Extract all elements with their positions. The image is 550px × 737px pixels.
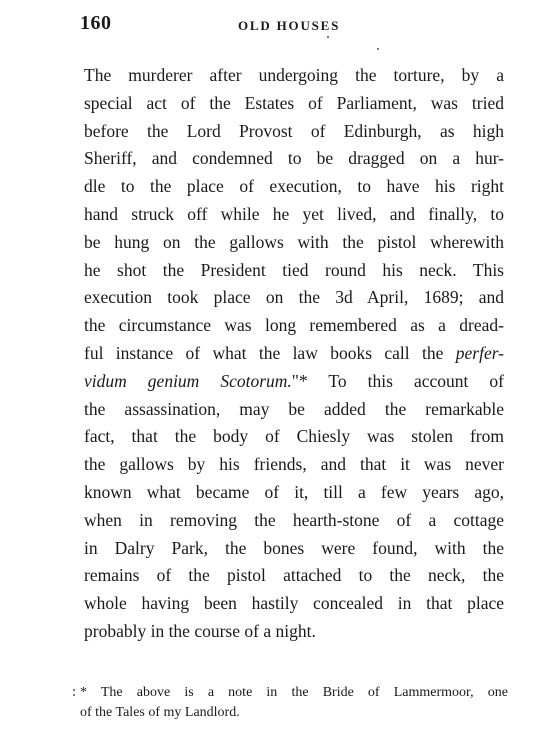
body-line: hand struck off while he yet lived, and finally, to: [84, 203, 504, 224]
body-line: when in removing the hearth-stone of a cottage: [84, 509, 504, 530]
body-line: dle to the place of execution, to have his right: [84, 176, 504, 197]
body-line: execution took place on the 3d April, 1689; and: [84, 287, 504, 308]
body-line: fact, that the body of Chiesly was stolen from: [84, 426, 504, 447]
print-speck: [73, 694, 75, 696]
print-speck: [73, 689, 75, 691]
body-line: [84, 368, 504, 396]
body-line-text: ful instance of what the law books call the: [84, 342, 456, 363]
latin-phrase-start: perfer-: [455, 342, 504, 363]
latin-phrase-end: vidum genium Scotorum.: [84, 370, 292, 391]
body-paragraph: [84, 62, 504, 646]
body-line: be hung on the gallows with the pistol wherewith: [84, 231, 504, 252]
body-line: the gallows by his friends, and that it was never: [84, 454, 504, 475]
body-line: probably in the course of a night.: [84, 620, 316, 641]
body-line: whole having been hastily concealed in that place: [84, 593, 504, 614]
body-line: Sheriff, and condemned to be dragged on a hur-: [84, 148, 504, 169]
print-speck: [327, 36, 329, 38]
running-head: OLD HOUSES: [238, 18, 341, 33]
footnote: [80, 683, 508, 723]
print-speck: [377, 48, 379, 50]
page-number: 160: [80, 12, 112, 34]
page-header: [78, 12, 508, 38]
body-line-text: "* To this account of: [291, 370, 504, 391]
body-line: remains of the pistol attached to the neck, the: [84, 565, 504, 586]
footnote-line: * The above is a note in the Bride of Lammermoor, one: [80, 685, 508, 700]
body-line: he shot the President tied round his neck. This: [84, 259, 504, 280]
body-line: the assassination, may be added the remarkable: [84, 398, 504, 419]
footnote-line: of the Tales of my Landlord.: [80, 705, 240, 720]
body-line: known what became of it, till a few years ago,: [84, 481, 504, 502]
body-line: special act of the Estates of Parliament, was tried: [84, 92, 504, 113]
body-line: the circumstance was long remembered as a dread-: [84, 315, 504, 336]
body-line: [84, 340, 504, 368]
body-line: in Dalry Park, the bones were found, with the: [84, 537, 504, 558]
body-line: before the Lord Provost of Edinburgh, as high: [84, 120, 504, 141]
body-line: The murderer after undergoing the torture, by a: [84, 65, 504, 85]
